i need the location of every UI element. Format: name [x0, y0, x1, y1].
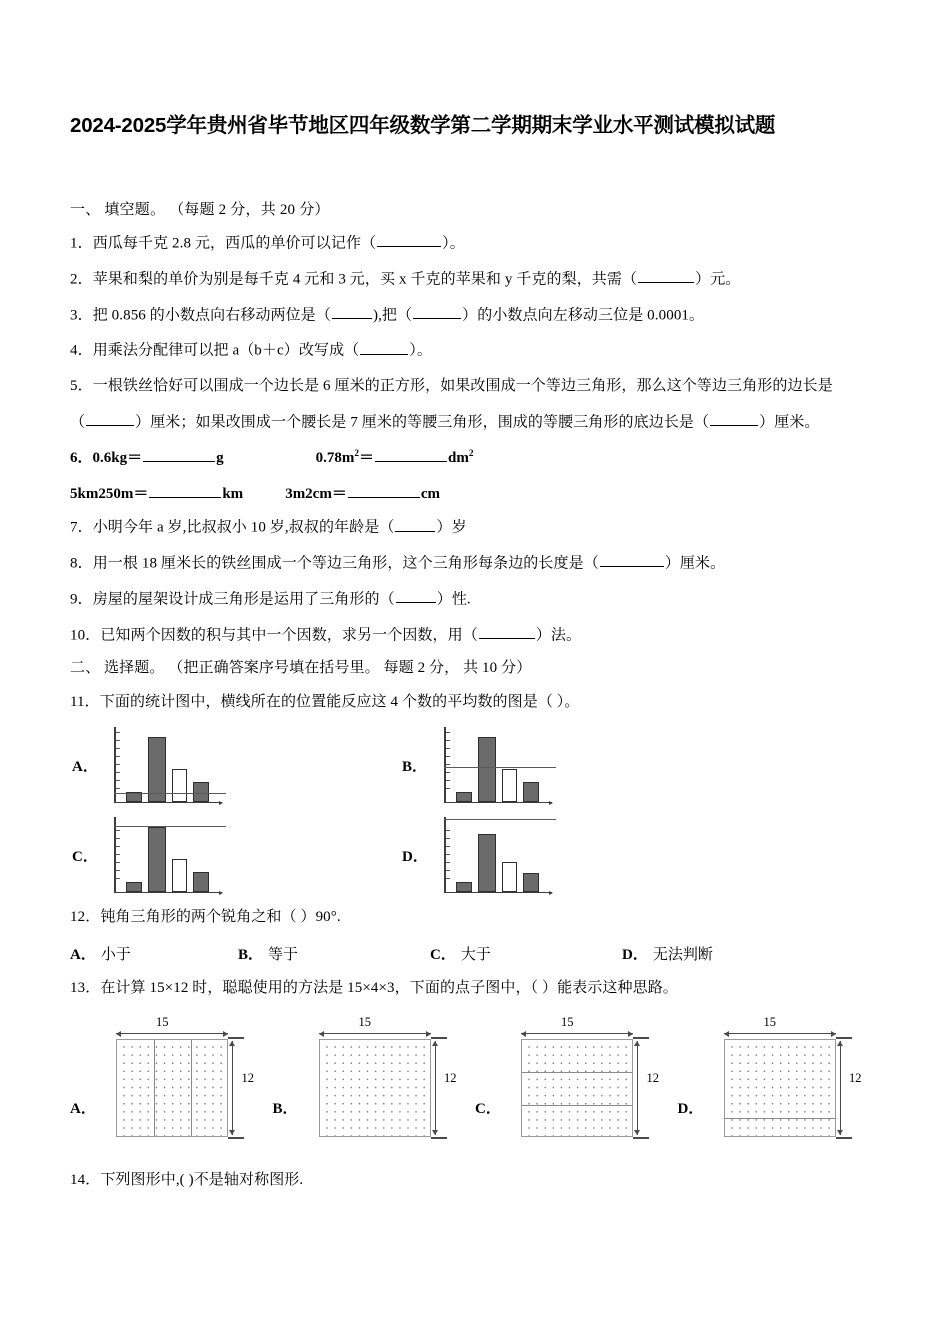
question-8-text-part2: ）厘米。	[664, 555, 726, 572]
x-axis-arrow-icon	[549, 891, 553, 895]
x-axis-arrow-icon	[219, 891, 223, 895]
question-12-options	[70, 943, 880, 964]
dimension-cap-bottom	[836, 1137, 852, 1138]
vertical-divider	[191, 1040, 192, 1136]
y-axis	[444, 727, 446, 803]
x-axis	[444, 802, 552, 804]
conversion-cm-unit: cm	[420, 486, 440, 503]
question-5-number: 5．	[70, 378, 93, 394]
option-c[interactable]	[430, 943, 622, 964]
question-3-text-part2: ),把（	[372, 306, 413, 323]
height-dimension-arrow-icon	[840, 1041, 841, 1135]
question-10-text-part1: 已知两个因数的积与其中一个因数，求另一个因数，用（	[100, 626, 478, 643]
width-label: 15	[561, 1015, 574, 1030]
dimension-cap-top	[633, 1037, 649, 1038]
conversion-kg-to-g-unit: g	[216, 450, 224, 467]
height-dimension-arrow-icon	[637, 1041, 638, 1135]
option-d-text: 无法判断	[652, 946, 713, 963]
height-dimension-arrow-icon	[232, 1041, 233, 1135]
question-4	[70, 339, 880, 362]
bar-chart-c	[114, 817, 222, 893]
bar-chart-a	[114, 727, 222, 803]
question-11	[70, 691, 880, 714]
dot-array	[521, 1039, 633, 1137]
question-2-number: 2．	[70, 271, 93, 287]
section-heading-multiple-choice: 二、 选择题。 （把正确答案序号填在括号里。 每题 2 分， 共 10 分）	[70, 660, 532, 677]
answer-blank[interactable]	[360, 339, 408, 354]
question-4-text-part2: ）。	[409, 342, 432, 359]
question-13-number: 13．	[70, 979, 101, 996]
option-b-label: B．	[402, 758, 428, 775]
question-6-row2	[70, 482, 880, 503]
height-label: 12	[849, 1071, 862, 1086]
x-axis	[444, 892, 552, 894]
question-7-text-part1: 小明今年 a 岁,比叔叔小 10 岁,叔叔的年龄是（	[92, 519, 395, 536]
question-9-text-part1: 房屋的屋架设计成三角形是运用了三角形的（	[92, 591, 395, 607]
height-label: 12	[241, 1071, 254, 1086]
question-7	[70, 516, 880, 539]
section-heading-fill-blank: 一、 填空题。 （每题 2 分，共 20 分）	[70, 202, 330, 218]
question-3-text-part3: ）的小数点向左移动三位是 0.0001。	[462, 306, 705, 323]
answer-blank[interactable]	[377, 232, 441, 247]
width-dimension-arrow-icon	[521, 1033, 633, 1034]
width-label: 15	[358, 1015, 371, 1030]
average-line	[444, 767, 556, 768]
width-dimension-arrow-icon	[319, 1033, 431, 1034]
question-12-text: 钝角三角形的两个锐角之和（ ）90°.	[100, 909, 341, 926]
question-14-number: 14．	[70, 1172, 101, 1189]
option-b[interactable]	[238, 943, 430, 964]
answer-blank[interactable]	[479, 624, 535, 639]
question-5-text-part1: 一根铁丝恰好可以围成一个边长是 6 厘米的正方形，如果改围成一个等边三角形，那么这个等边三角形的边长是	[92, 378, 833, 394]
question-13	[70, 977, 880, 1000]
option-a[interactable]	[70, 943, 238, 964]
bar-4	[523, 782, 539, 802]
bar-1	[456, 792, 472, 802]
average-line	[114, 793, 226, 794]
y-axis	[114, 817, 116, 893]
dimension-cap-bottom	[228, 1137, 244, 1138]
option-c-label: C．	[475, 1100, 501, 1117]
bar-4	[523, 873, 539, 892]
question-13-text: 在计算 15×12 时，聪聪使用的方法是 15×4×3，下面的点子图中，（ ）能表示这种思路。	[100, 979, 678, 996]
answer-blank[interactable]	[348, 483, 420, 498]
answer-blank[interactable]	[710, 411, 758, 426]
answer-blank[interactable]	[149, 483, 221, 498]
bar-1	[126, 882, 142, 892]
bar-chart-d	[444, 817, 552, 893]
answer-blank[interactable]	[332, 304, 372, 319]
option-b-chart[interactable]	[400, 727, 730, 803]
dot-array	[116, 1039, 228, 1137]
question-6-number: 6．	[70, 450, 93, 467]
question-9	[70, 588, 880, 611]
bar-2	[148, 827, 166, 892]
question-5-text-part4: ）厘米。	[759, 413, 820, 430]
question-5-continued	[70, 411, 880, 434]
x-axis	[114, 892, 222, 894]
question-10-number: 10．	[70, 626, 101, 643]
dimension-cap-bottom	[633, 1137, 649, 1138]
conversion-km-left: 5km250m＝	[70, 486, 149, 503]
dimension-cap-top	[431, 1037, 447, 1038]
conversion-cm-left: 3m2cm＝	[285, 486, 347, 503]
x-axis-arrow-icon	[549, 801, 553, 805]
dimension-cap-top	[836, 1037, 852, 1038]
dot-grid-a	[104, 1015, 256, 1147]
option-d-label: D．	[677, 1100, 704, 1117]
question-1-number: 1．	[70, 235, 93, 252]
height-label: 12	[646, 1071, 659, 1086]
conversion-m2-to-dm2-unit: dm	[448, 450, 469, 467]
answer-blank[interactable]	[600, 552, 664, 567]
question-3-text-part1: 把 0.856 的小数点向右移动两位是（	[92, 306, 331, 323]
dimension-cap-bottom	[431, 1137, 447, 1138]
question-5-text-part3: ）厘米；如果改围成一个腰长是 7 厘米的等腰三角形，围成的等腰三角形的底边长是（	[135, 413, 710, 430]
question-5-text-part2: （	[70, 413, 86, 430]
dot-array	[724, 1039, 836, 1137]
bar-3	[502, 769, 517, 802]
height-label: 12	[444, 1071, 457, 1086]
question-14-text: 下列图形中,( )不是轴对称图形.	[100, 1172, 304, 1189]
option-d[interactable]	[622, 943, 713, 964]
dot-array	[319, 1039, 431, 1137]
answer-blank[interactable]	[86, 411, 134, 426]
question-12	[70, 906, 880, 929]
question-4-text-part1: 用乘法分配律可以把 a（b＋c）改写成（	[92, 342, 360, 359]
question-14	[70, 1169, 880, 1192]
dot-grid-c	[509, 1015, 661, 1147]
option-a-text: 小于	[100, 946, 131, 963]
question-4-number: 4．	[70, 342, 93, 359]
option-a-label: A．	[70, 946, 96, 963]
option-c-label: C．	[430, 946, 456, 963]
option-d-label: D．	[402, 848, 428, 865]
question-1	[70, 232, 880, 255]
width-dimension-arrow-icon	[116, 1033, 228, 1034]
option-d-label: D．	[622, 946, 648, 963]
answer-blank[interactable]	[396, 588, 436, 603]
bar-3	[172, 859, 187, 892]
question-8-text-part1: 用一根 18 厘米长的铁丝围成一个等边三角形，这个三角形每条边的长度是（	[92, 555, 599, 572]
option-d-dot-grid[interactable]	[678, 1015, 881, 1147]
question-10-text-part2: ）法。	[535, 626, 582, 643]
bar-2	[478, 737, 496, 802]
bar-1	[456, 882, 472, 892]
x-axis	[114, 802, 222, 804]
option-b-label: B．	[238, 946, 264, 963]
option-b-label: B．	[272, 1100, 298, 1117]
height-dimension-arrow-icon	[435, 1041, 436, 1135]
question-2-text-part1: 苹果和梨的单价为别是每千克 4 元和 3 元，买 x 千克的苹果和 y 千克的梨，共需（	[92, 271, 638, 287]
question-2-text-part2: ）元。	[695, 271, 741, 287]
conversion-m2-to-dm2-left: 0.78m	[315, 450, 355, 467]
question-11-text: 下面的统计图中，横线所在的位置能反应这 4 个数的平均数的图是（ ）。	[99, 693, 580, 710]
conversion-kg-to-g-left: 0.6kg＝	[92, 450, 143, 467]
average-line	[444, 819, 556, 820]
dot-grid-d	[712, 1015, 864, 1147]
y-axis	[114, 727, 116, 803]
option-c-dot-grid[interactable]	[475, 1015, 678, 1147]
option-c-text: 大于	[460, 946, 491, 963]
question-6	[70, 446, 880, 467]
question-8-number: 8．	[70, 555, 93, 572]
bar-4	[193, 872, 209, 892]
question-1-text-part1: 西瓜每千克 2.8 元，西瓜的单价可以记作（	[92, 235, 377, 252]
question-11-number: 11．	[70, 693, 100, 710]
answer-blank[interactable]	[143, 447, 215, 462]
bar-3	[172, 769, 187, 802]
superscript-two: 2	[354, 449, 360, 460]
option-c-chart[interactable]	[70, 817, 400, 893]
option-b-text: 等于	[268, 946, 299, 963]
option-a-label: A．	[70, 1100, 96, 1117]
question-7-number: 7．	[70, 519, 93, 536]
bar-2	[478, 834, 496, 892]
width-label: 15	[156, 1015, 169, 1030]
width-label: 15	[763, 1015, 776, 1030]
option-a-chart[interactable]	[70, 727, 400, 803]
horizontal-divider	[725, 1118, 835, 1119]
question-9-text-part2: ）性.	[436, 591, 471, 607]
superscript-two: 2	[468, 449, 474, 460]
horizontal-divider	[522, 1105, 632, 1106]
page-title: 2024-2025学年贵州省毕节地区四年级数学第二学期期末学业水平测试模拟试题	[70, 114, 776, 137]
question-5	[70, 375, 880, 398]
option-b-dot-grid[interactable]	[273, 1015, 476, 1147]
dot-grid-b	[307, 1015, 459, 1147]
option-a-label: A．	[72, 758, 98, 775]
question-10	[70, 624, 880, 647]
question-9-number: 9．	[70, 591, 93, 607]
question-12-number: 12．	[70, 909, 101, 926]
question-13-options	[70, 1015, 880, 1147]
question-3	[70, 304, 880, 327]
bar-3	[502, 862, 517, 892]
answer-blank[interactable]	[638, 268, 694, 283]
option-a-dot-grid[interactable]	[70, 1015, 273, 1147]
horizontal-divider	[522, 1072, 632, 1073]
conversion-km-unit: km	[222, 486, 244, 503]
question-1-text-part2: ）。	[442, 235, 465, 252]
conversion-m2-equals: ＝	[359, 450, 375, 467]
average-line	[114, 826, 226, 827]
question-3-number: 3．	[70, 306, 93, 323]
bar-4	[193, 782, 209, 802]
question-11-options	[70, 727, 880, 893]
x-axis-arrow-icon	[219, 801, 223, 805]
option-d-chart[interactable]	[400, 817, 730, 893]
vertical-divider	[154, 1040, 155, 1136]
answer-blank[interactable]	[375, 447, 447, 462]
answer-blank[interactable]	[413, 304, 461, 319]
option-c-label: C．	[72, 848, 98, 865]
question-7-text-part2: ）岁	[436, 519, 467, 536]
answer-blank[interactable]	[395, 516, 435, 531]
question-2	[70, 268, 880, 291]
dimension-cap-top	[228, 1037, 244, 1038]
width-dimension-arrow-icon	[724, 1033, 836, 1034]
y-axis	[444, 817, 446, 893]
question-8	[70, 552, 880, 575]
bar-chart-b	[444, 727, 552, 803]
